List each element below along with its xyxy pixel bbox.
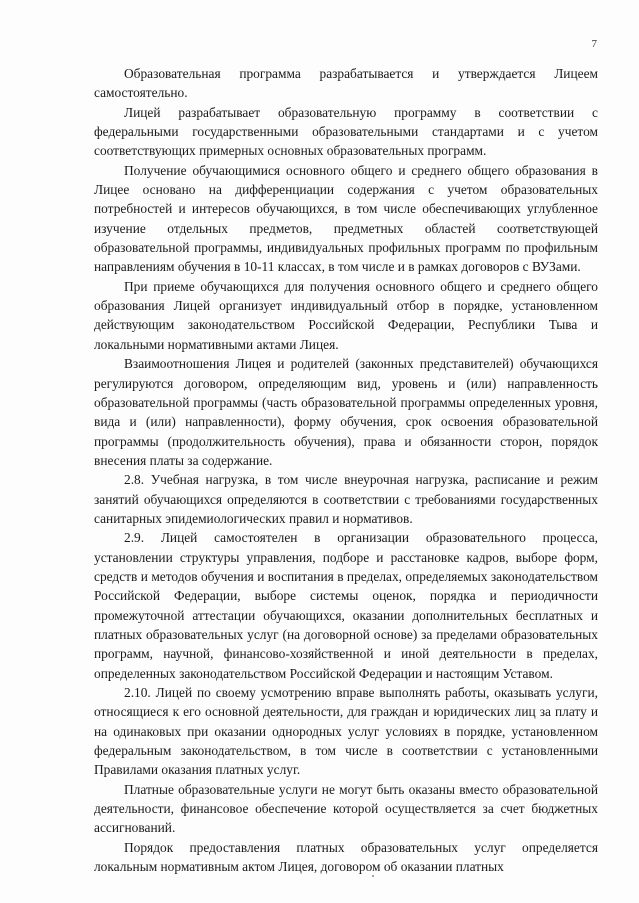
paragraph: Платные образовательные услуги не могут быть оказаны вместо образовательной деятельности, финансовое обеспечение которой осуществляется за счет бюджетных ассигнований. bbox=[94, 781, 598, 836]
paragraph: Получение обучающимися основного общего и среднего общего образования в Лицее основано на дифференциации содержания с учетом образовательных потребностей и интересов обучающихся, в том числе обеспечивающих углубленное изучение отдельных предметов, предметных областей соответствующей образовательной программы, индивидуальных профильных программ по профильным направлениям обучения в 10-11 классах, в том числе и в рамках договоров с ВУЗами. bbox=[94, 162, 598, 275]
paragraph-section-2-9: 2.9. Лицей самостоятелен в организации образовательного процесса, установлении структуры управления, подборе и расстановке кадров, выборе форм, средств и методов обучения и воспитания в пределах, определяемых законодательством Российской Федерации, выборе системы оценок, порядка и периодичности промежуточной аттестации обучающихся, оказании дополнительных бесплатных и платных образовательных услуг (на договорной основе) за пределами образовательных программ, научной, финансово-хозяйственной и иной деятельности в пределах, определенных законодательством Российской Федерации и настоящим Уставом. bbox=[94, 530, 598, 681]
scan-speck bbox=[372, 875, 374, 877]
paragraph: При приеме обучающихся для получения основного общего и среднего общего образования Лицей организует индивидуальный отбор в порядке, установленном действующим законодательством Российской Федерации, Республики Тыва и локальными нормативными актами Лицея. bbox=[94, 278, 598, 352]
page-number: 7 bbox=[591, 38, 597, 50]
document-body bbox=[94, 64, 598, 876]
paragraph-section-2-10: 2.10. Лицей по своему усмотрению вправе выполнять работы, оказывать услуги, относящиеся к его основной деятельности, для граждан и юридических лиц за плату и на одинаковых при оказании однородных услуг условиях в порядке, установленном федеральным законодательством, в том числе в соответствии с установленными Правилами оказания платных услуг. bbox=[94, 685, 598, 778]
paragraph: Лицей разрабатывает образовательную программу в соответствии с федеральными государственными образовательными стандартами и с учетом соответствующих примерных основных образовательных программ. bbox=[94, 104, 598, 159]
paragraph-section-2-8: 2.8. Учебная нагрузка, в том числе внеурочная нагрузка, расписание и режим занятий обучающихся определяются в соответствии с требованиями государственных санитарных эпидемиологических правил и нормативов. bbox=[94, 472, 598, 526]
paragraph: Образовательная программа разрабатывается и утверждается Лицеем самостоятельно. bbox=[94, 66, 598, 101]
paragraph: Порядок предоставления платных образовательных услуг определяется локальным нормативным актом Лицея, договором об оказании платных bbox=[94, 839, 598, 875]
paragraph: Взаимоотношения Лицея и родителей (законных представителей) обучающихся регулируются договором, определяющим вид, уровень и (или) направленность образовательной программы (часть образовательной программы определенных уровня, вида и (или) направленности), форму обучения, срок освоения образовательной программы (продолжительность обучения), права и обязанности сторон, порядок внесения платы за содержание. bbox=[94, 356, 598, 468]
